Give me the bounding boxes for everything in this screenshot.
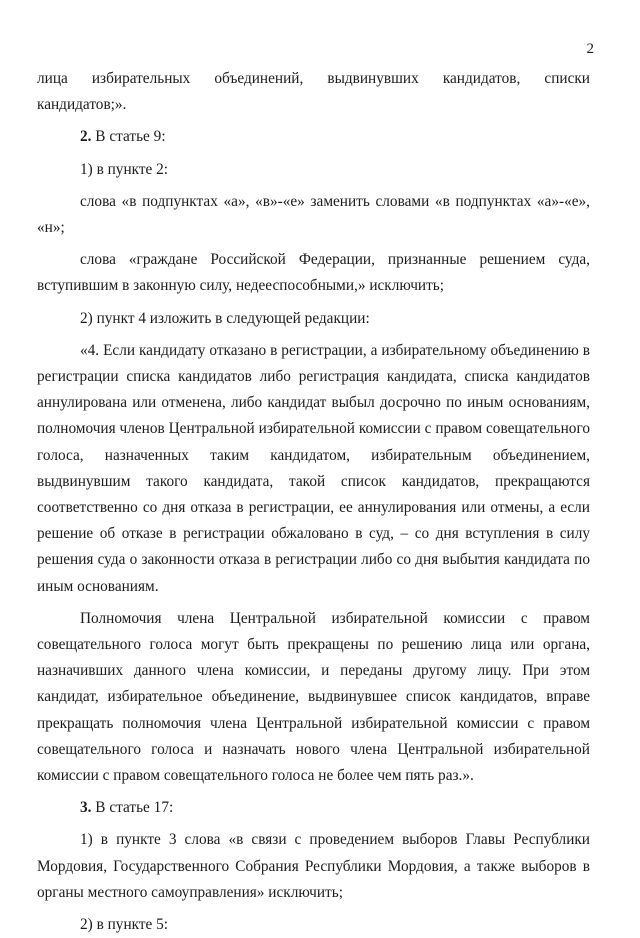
quoted-paragraph-2: Полномочия члена Центральной избирательной комиссии с правом совещательного голоса могут быть прекращены по решению лица или органа, назначивших данного члена комиссии, и переданы другому лицу. При этом кандидат, избирательное объединение, выдвинувшее список кандидатов, вправе прекращать полномочия члена Центральной избирательной комиссии с правом совещательного голоса и назначать нового члена Центральной избирательной комиссии с правом совещательного голоса не более чем пять раз.». (37, 609, 590, 785)
section-2-heading (37, 124, 590, 150)
section-3-title: В статье 17: (91, 799, 174, 817)
section-2-item-1-b: слова «граждане Российской Федерации, признанные решением суда, вступившим в законную силу, недееспособными,» исключить; (37, 251, 590, 295)
word: кандидатов, (442, 70, 521, 87)
section-2-title: В статье 9: (91, 128, 166, 146)
word: выдвинувших (327, 70, 419, 87)
paragraph-continuation-line (37, 66, 590, 92)
section-3-item-2: 2) в пункте 5: (80, 916, 169, 934)
paragraph-continuation-end: кандидатов;». (37, 96, 127, 114)
section-3-item-1: 1) в пункте 3 слова «в связи с проведением выборов Главы Республики Мордовия, Государственного Собрания Республики Мордовия, а также выборов в органы местного самоуправления» исключить; (37, 831, 590, 901)
section-3-number: 3. (80, 799, 92, 817)
word: избирательных (91, 70, 191, 87)
word: объединений, (214, 70, 304, 87)
section-2-number: 2. (80, 128, 92, 146)
section-3-heading (37, 795, 590, 821)
document-body (37, 66, 590, 938)
word: списки (544, 70, 590, 87)
page-number: 2 (586, 41, 594, 57)
section-2-item-1-a: слова «в подпунктах «а», «в»-«е» заменить словами «в подпунктах «а»-«е», «н»; (37, 192, 590, 237)
quoted-paragraph-1: «4. Если кандидату отказано в регистрации, а избирательному объединению в регистрации списка кандидатов либо регистрация кандидата, списка кандидатов аннулирована или отменена, либо кандидат выбыл досрочно по иным основаниям, полномочия членов Центральной избирательной комиссии с правом совещательного голоса, назначенных таким кандидатом, избирательным объединением, выдвинувшим такого кандидата, такой список кандидатов, прекращаются соответственно со дня отказа в регистрации, ее аннулирования или отмены, а если решение об отказе в регистрации обжаловано в суд, – со дня вступления в силу решения суда о законности отказа в регистрации либо со дня выбытия кандидата по иным основаниям. (37, 341, 590, 595)
section-2-item-2: 2) пункт 4 изложить в следующей редакции: (80, 309, 370, 327)
word: лица (37, 70, 68, 87)
section-2-item-1: 1) в пункте 2: (80, 160, 169, 178)
